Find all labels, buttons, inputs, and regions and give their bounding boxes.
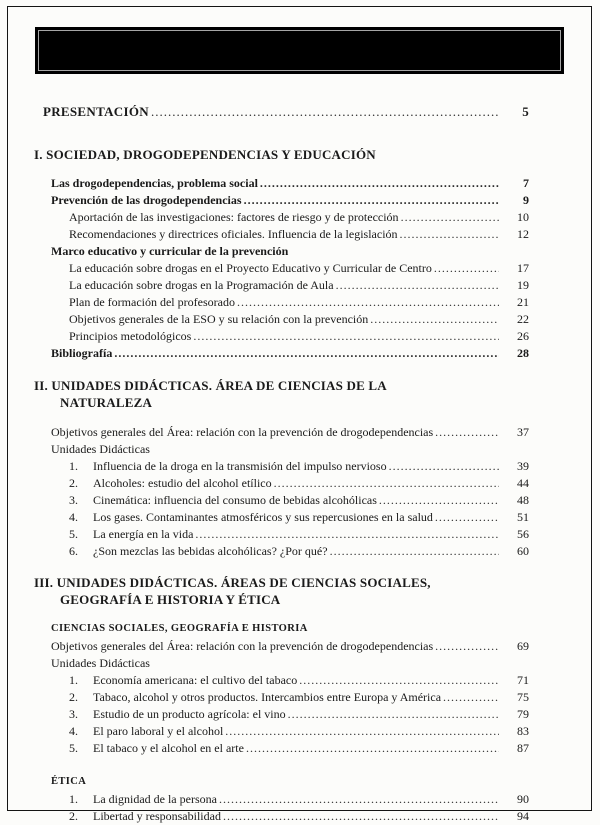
toc-entry-number: 4. xyxy=(69,509,93,526)
toc-page-number: 28 xyxy=(499,345,529,362)
toc-entry-number: 3. xyxy=(69,706,93,723)
toc-entry-text: Plan de formación del profesorado xyxy=(69,294,235,311)
toc-entry-number: 2. xyxy=(69,808,93,825)
toc-entry xyxy=(51,345,529,362)
dot-leader xyxy=(286,706,499,723)
dot-leader xyxy=(223,723,499,740)
document-page xyxy=(7,6,592,811)
toc-page-number: 51 xyxy=(499,509,529,526)
toc-entry-text: Recomendaciones y directrices oficiales. Influencia de la legislación xyxy=(69,226,398,243)
toc-entry xyxy=(51,424,529,441)
dot-leader xyxy=(191,328,499,345)
toc-entry xyxy=(69,226,529,243)
toc-entry xyxy=(69,311,529,328)
toc-entry-text: Unidades Didácticas xyxy=(51,441,150,458)
toc-page-number: 60 xyxy=(499,543,529,560)
toc-entry xyxy=(51,175,529,192)
toc-entry xyxy=(69,723,529,740)
toc-entry xyxy=(69,791,529,808)
toc-entry-text: Unidades Didácticas xyxy=(51,655,150,672)
toc-entry xyxy=(69,277,529,294)
toc-entry xyxy=(69,260,529,277)
toc-page-number: 9 xyxy=(499,192,529,209)
toc-entry-number: 3. xyxy=(69,492,93,509)
toc-entry-number: 1. xyxy=(69,458,93,475)
dot-leader xyxy=(399,209,499,226)
toc-entry-text: Los gases. Contaminantes atmosféricos y sus repercusiones en la salud xyxy=(93,509,433,526)
section-heading-1: I. SOCIEDAD, DROGODEPENDENCIAS Y EDUCACIÓN xyxy=(34,146,479,163)
header-black-bar xyxy=(35,27,564,74)
dot-leader xyxy=(387,458,499,475)
toc-entry-text: ¿Son mezclas las bebidas alcohólicas? ¿Por qué? xyxy=(93,543,328,560)
toc-entry-text: Aportación de las investigaciones: factores de riesgo y de protección xyxy=(69,209,399,226)
toc-entry-text: PRESENTACIÓN xyxy=(43,103,149,120)
toc-page-number: 10 xyxy=(499,209,529,226)
dot-leader xyxy=(368,311,499,328)
dot-leader xyxy=(242,192,499,209)
toc-entry-number: 5. xyxy=(69,526,93,543)
toc-page-number: 69 xyxy=(499,638,529,655)
toc-entry xyxy=(69,706,529,723)
toc-entry-text: Bibliografía xyxy=(51,345,112,362)
table-of-contents xyxy=(8,103,591,825)
dot-leader xyxy=(235,294,499,311)
toc-page-number: 22 xyxy=(499,311,529,328)
toc-entry-text: Tabaco, alcohol y otros productos. Intercambios entre Europa y América xyxy=(93,689,441,706)
toc-page-number: 26 xyxy=(499,328,529,345)
toc-entry xyxy=(69,492,529,509)
toc-entry xyxy=(69,543,529,560)
toc-entry xyxy=(69,209,529,226)
subsection-heading-ciencias-sociales: CIENCIAS SOCIALES, GEOGRAFÍA E HISTORIA xyxy=(51,622,529,635)
toc-entry-number: 2. xyxy=(69,689,93,706)
toc-entry-text: Las drogodependencias, problema social xyxy=(51,175,258,192)
section-heading-3: III. UNIDADES DIDÁCTICAS. ÁREAS DE CIENCIAS SOCIALES, GEOGRAFÍA E HISTORIA Y ÉTICA xyxy=(34,574,479,608)
toc-entry-number: 5. xyxy=(69,740,93,757)
toc-page-number: 87 xyxy=(499,740,529,757)
toc-entry-text: Objetivos generales del Área: relación con la prevención de drogodependencias xyxy=(51,638,433,655)
toc-entry-text: La energía en la vida xyxy=(93,526,193,543)
dot-leader xyxy=(334,277,499,294)
dot-leader xyxy=(433,638,499,655)
toc-entry-number: 1. xyxy=(69,672,93,689)
toc-entry-text: Alcoholes: estudio del alcohol etílico xyxy=(93,475,272,492)
dot-leader xyxy=(433,424,499,441)
toc-entry xyxy=(69,740,529,757)
dot-leader xyxy=(328,543,499,560)
dot-leader xyxy=(258,175,499,192)
toc-entry xyxy=(69,458,529,475)
section-1-entries xyxy=(34,175,529,362)
toc-page-number: 39 xyxy=(499,458,529,475)
toc-entry-number: 1. xyxy=(69,791,93,808)
toc-entry xyxy=(51,192,529,209)
toc-page-number: 75 xyxy=(499,689,529,706)
toc-page-number: 71 xyxy=(499,672,529,689)
toc-page-number: 17 xyxy=(499,260,529,277)
toc-entry-text: Cinemática: influencia del consumo de bebidas alcohólicas xyxy=(93,492,377,509)
dot-leader xyxy=(297,672,499,689)
toc-page-number: 21 xyxy=(499,294,529,311)
toc-entry xyxy=(51,243,529,260)
toc-entry-text: Economía americana: el cultivo del tabaco xyxy=(93,672,297,689)
toc-page-number: 79 xyxy=(499,706,529,723)
subsection-1-entries xyxy=(34,638,529,757)
toc-entry xyxy=(69,328,529,345)
toc-entry xyxy=(51,638,529,655)
toc-entry xyxy=(51,655,529,672)
toc-entry-text: Libertad y responsabilidad xyxy=(93,808,221,825)
subsection-heading-etica: ÉTICA xyxy=(51,775,529,788)
toc-entry xyxy=(69,672,529,689)
toc-entry-number: 6. xyxy=(69,543,93,560)
toc-entry xyxy=(69,526,529,543)
toc-entry-text: Principios metodológicos xyxy=(69,328,191,345)
toc-page-number: 7 xyxy=(499,175,529,192)
toc-entry-text: El paro laboral y el alcohol xyxy=(93,723,223,740)
toc-entry-text: Marco educativo y curricular de la prevención xyxy=(51,243,288,260)
dot-leader xyxy=(272,475,499,492)
toc-entry-text: Influencia de la droga en la transmisión del impulso nervioso xyxy=(93,458,387,475)
toc-entry xyxy=(51,441,529,458)
dot-leader xyxy=(432,260,499,277)
dot-leader xyxy=(377,492,499,509)
dot-leader xyxy=(441,689,499,706)
toc-entry-text: Objetivos generales del Área: relación con la prevención de drogodependencias xyxy=(51,424,433,441)
dot-leader xyxy=(433,509,499,526)
toc-entry-text: La dignidad de la persona xyxy=(93,791,217,808)
toc-page-number: 44 xyxy=(499,475,529,492)
toc-entry-text: La educación sobre drogas en el Proyecto Educativo y Curricular de Centro xyxy=(69,260,432,277)
toc-entry-text: El tabaco y el alcohol en el arte xyxy=(93,740,244,757)
toc-page-number: 90 xyxy=(499,791,529,808)
toc-entry-text: La educación sobre drogas en la Programación de Aula xyxy=(69,277,334,294)
toc-entry-number: 4. xyxy=(69,723,93,740)
dot-leader xyxy=(149,103,499,120)
toc-page-number: 19 xyxy=(499,277,529,294)
section-heading-2: II. UNIDADES DIDÁCTICAS. ÁREA DE CIENCIAS DE LA NATURALEZA xyxy=(34,377,479,411)
dot-leader xyxy=(112,345,499,362)
toc-entry xyxy=(69,509,529,526)
toc-page-number: 83 xyxy=(499,723,529,740)
subsection-2-entries xyxy=(34,791,529,825)
toc-entry-text: Objetivos generales de la ESO y su relación con la prevención xyxy=(69,311,368,328)
section-2-entries xyxy=(34,424,529,560)
toc-entry xyxy=(69,294,529,311)
toc-entry xyxy=(69,475,529,492)
toc-entry-presentation xyxy=(43,103,529,120)
dot-leader xyxy=(398,226,499,243)
toc-page-number: 37 xyxy=(499,424,529,441)
toc-page-number: 48 xyxy=(499,492,529,509)
toc-entry-number: 2. xyxy=(69,475,93,492)
dot-leader xyxy=(217,791,499,808)
toc-page-number: 94 xyxy=(499,808,529,825)
toc-entry xyxy=(69,689,529,706)
toc-page-number: 12 xyxy=(499,226,529,243)
toc-page-number: 5 xyxy=(499,103,529,120)
toc-entry-text: Estudio de un producto agrícola: el vino xyxy=(93,706,286,723)
toc-page-number: 56 xyxy=(499,526,529,543)
dot-leader xyxy=(244,740,499,757)
toc-entry-text: Prevención de las drogodependencias xyxy=(51,192,242,209)
dot-leader xyxy=(193,526,499,543)
